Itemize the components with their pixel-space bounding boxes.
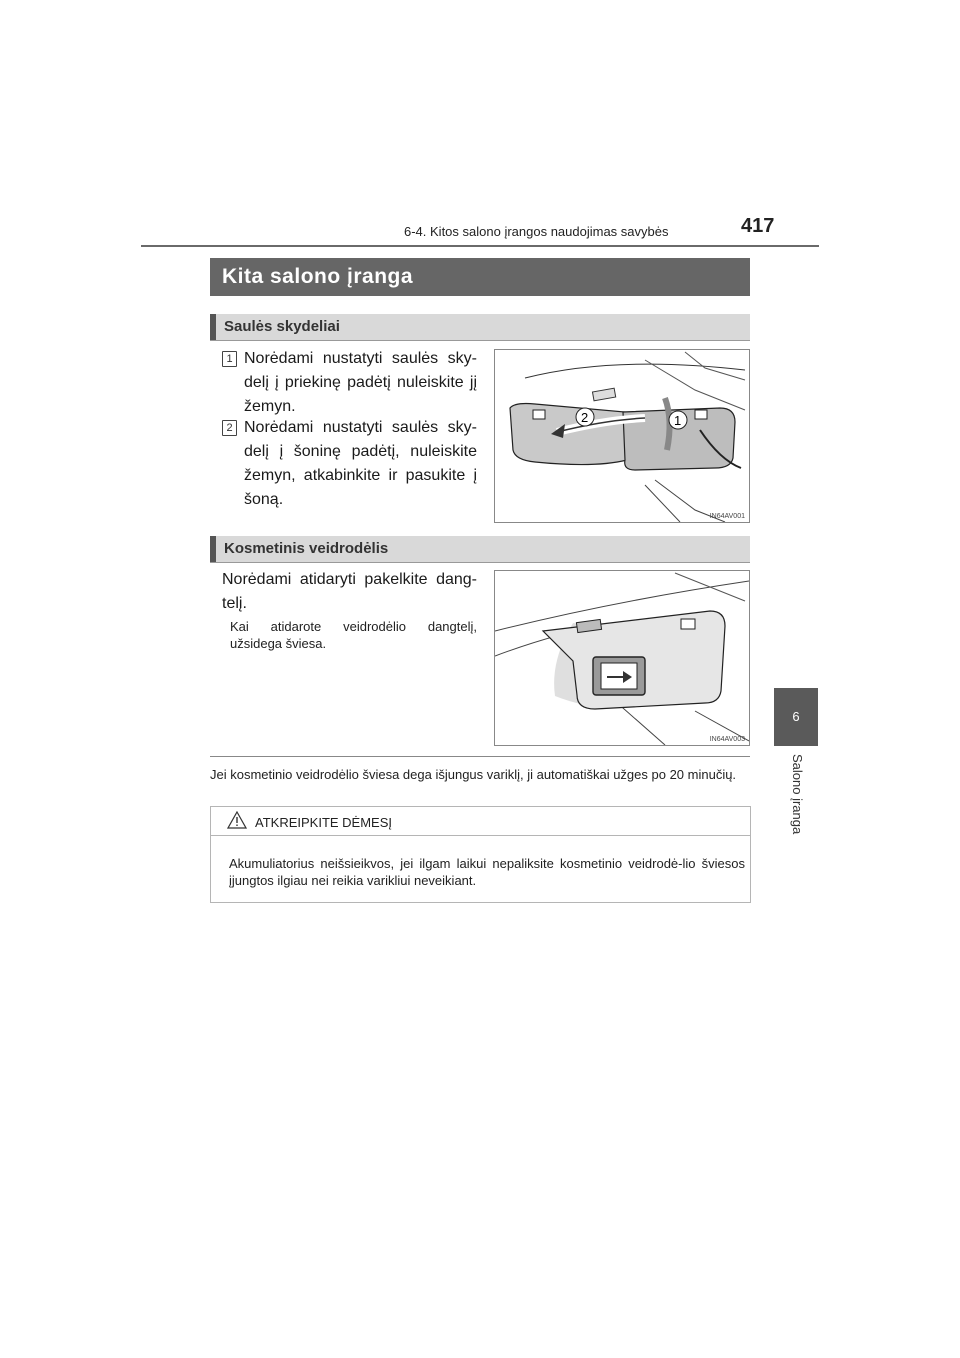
vanity-mirror-text: Norėdami atidaryti pakelkite dang-telį. xyxy=(222,571,477,612)
page-title: Kita salono įranga xyxy=(210,258,750,296)
figure-code: IN64AV003 xyxy=(709,736,745,743)
note-rule xyxy=(210,756,750,757)
caution-box xyxy=(210,806,751,903)
callout-1: 1 xyxy=(674,413,682,428)
step-2-text: Norėdami nustatyti saulės sky-delį į šoninę padėtį, nuleiskite žemyn, atkabinkite ir pasukite į šoną. xyxy=(244,419,477,508)
chapter-tab: 6 xyxy=(774,688,818,746)
chapter-tab-label: Salono įranga xyxy=(790,754,805,835)
caution-text: Akumuliatorius neišsieikvos, jei ilgam laikui nepaliksite kosmetinio veidrodė-lio šviesos įjungtos ilgiau nei reikia varikliui neveikiant. xyxy=(229,856,745,888)
heading-marker xyxy=(210,536,216,562)
callout-2: 2 xyxy=(581,410,589,425)
figure-code: IN64AV001 xyxy=(709,513,745,520)
warning-triangle-icon xyxy=(227,811,247,834)
caution-header xyxy=(211,807,750,836)
step-1-text: Norėdami nustatyti saulės sky-delį į priekinę padėtį nuleiskite jį žemyn. xyxy=(244,350,477,415)
header-rule xyxy=(141,245,819,247)
caution-title: ATKREIPKITE DĖMESĮ xyxy=(255,815,393,830)
sun-visor-figure xyxy=(494,349,750,523)
running-header: 6-4. Kitos salono įrangos naudojimas savybės xyxy=(404,224,669,239)
vanity-mirror-figure xyxy=(494,570,750,746)
step-number-2: 2 xyxy=(222,420,237,436)
vanity-mirror-note: Kai atidarote veidrodėlio dangtelį, užsidega šviesa. xyxy=(230,619,477,651)
step-number-1: 1 xyxy=(222,351,237,367)
section-heading-sun-visors: Saulės skydeliai xyxy=(210,314,750,341)
page-number: 417 xyxy=(741,215,775,237)
heading-marker xyxy=(210,314,216,340)
section-heading-vanity-mirror: Kosmetinis veidrodėlis xyxy=(210,536,750,563)
footnote: Jei kosmetinio veidrodėlio šviesa dega išjungus variklį, ji automatiškai užges po 20 minučių. xyxy=(210,767,737,782)
